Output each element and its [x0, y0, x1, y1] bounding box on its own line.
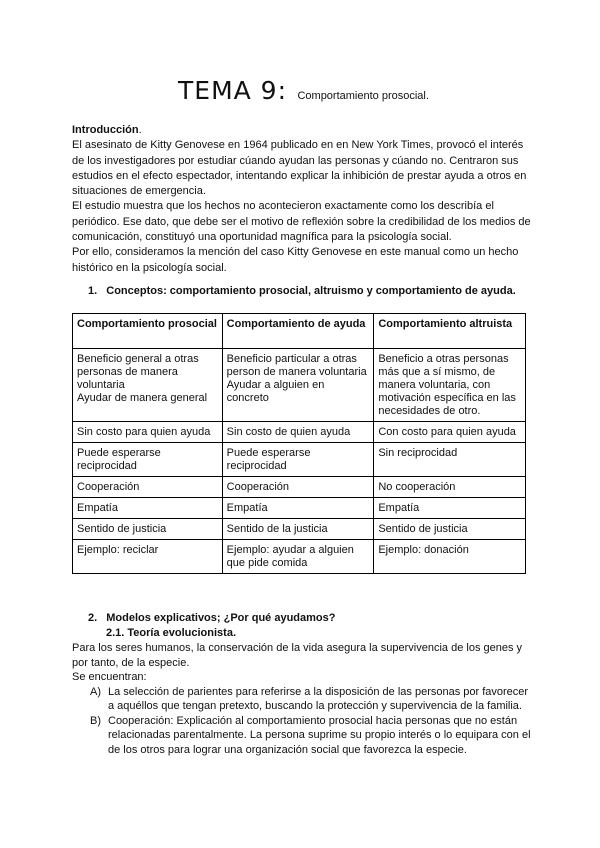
- table-cell: Con costo para quien ayuda: [374, 422, 526, 443]
- table-cell: Sentido de justicia: [374, 519, 526, 540]
- title-subtitle: Comportamiento prosocial.: [297, 90, 429, 102]
- table-cell: Empatía: [222, 498, 374, 519]
- table-cell: Sentido de la justicia: [222, 519, 374, 540]
- column-header: Comportamiento prosocial: [73, 314, 223, 349]
- table-cell: Sentido de justicia: [73, 519, 223, 540]
- section-2-body: [72, 641, 532, 757]
- table-header-row: [73, 314, 526, 349]
- section-1-heading: [88, 285, 516, 297]
- table-cell: Sin costo de quien ayuda: [222, 422, 374, 443]
- introduction-section: [72, 123, 532, 276]
- table-cell: Sin reciprocidad: [374, 443, 526, 477]
- intro-paragraph: El estudio muestra que los hechos no acontecieron exactamente como los describía el periódico. Ese dato, que debe ser el motivo de reflexión sobre la credibilidad de los medios de comunicación, constituyó una oportunidad magnífica para la psicología social.: [72, 200, 531, 244]
- table-row: [73, 443, 526, 477]
- section-title: Modelos explicativos; ¿Por qué ayudamos?: [106, 612, 336, 624]
- intro-paragraph: El asesinato de Kitty Genovese en 1964 publicado en en New York Times, provocó el interés de los investigadores por estudiar cúando ayudan las personas y cúando no. Centraron sus estudios en el efecto espectador, intentando explicar la inhibición de prestar ayuda a otros en situaciones de emergencia.: [72, 139, 527, 198]
- column-header: Comportamiento altruista: [374, 314, 526, 349]
- table-cell: Beneficio particular a otras person de manera voluntaria Ayudar a alguien en concreto: [222, 349, 374, 422]
- table-cell: Cooperación: [73, 477, 223, 498]
- section-2-heading: [88, 612, 335, 624]
- column-header: Comportamiento de ayuda: [222, 314, 374, 349]
- intro-heading-suffix: .: [138, 124, 142, 136]
- list-item-text: La selección de parientes para referirse a la disposición de las personas por favorecer a aquéllos que tengan pretexto, buscando la protección y supervivencia de la familia.: [108, 685, 529, 712]
- list-item-text: Cooperación: Explicación al comportamiento prosocial hacia personas que no están relacionadas parentalmente. La persona suprime su propio interés o lo equipara con el de los otros para lograr una organización social que favorezca la especie.: [108, 714, 531, 756]
- table-cell: Puede esperarse reciprocidad: [222, 443, 374, 477]
- explanation-list: [72, 685, 532, 758]
- body-paragraph: Para los seres humanos, la conservación de la vida asegura la supervivencia de los genes y por tanto, de la especie.: [72, 642, 523, 669]
- section-2-1-heading: 2.1. Teoría evolucionista.: [106, 627, 237, 639]
- table-cell: Empatía: [374, 498, 526, 519]
- intro-heading: Introducción: [72, 124, 139, 136]
- table-cell: Sin costo para quien ayuda: [73, 422, 223, 443]
- table-cell: Cooperación: [222, 477, 374, 498]
- table-cell: Ejemplo: reciclar: [73, 540, 223, 574]
- concepts-table: [72, 313, 526, 574]
- section-number: 2.: [88, 612, 98, 624]
- list-item: [72, 685, 532, 714]
- title-main: TEMA 9:: [178, 76, 288, 105]
- table-cell: Beneficio general a otras personas de manera voluntaria Ayudar de manera general: [73, 349, 223, 422]
- table-row: [73, 498, 526, 519]
- table-row: [73, 540, 526, 574]
- table-cell: Empatía: [73, 498, 223, 519]
- list-marker: B): [90, 714, 101, 727]
- table-row: [73, 422, 526, 443]
- list-marker: A): [90, 685, 101, 698]
- table-cell: Puede esperarse reciprocidad: [73, 443, 223, 477]
- table-row: [73, 349, 526, 422]
- list-item: [72, 714, 532, 758]
- body-intro-line: Se encuentran:: [72, 671, 147, 683]
- intro-paragraph: Por ello, consideramos la mención del caso Kitty Genovese en este manual como un hecho histórico en la psicología social.: [72, 246, 519, 274]
- section-title: Conceptos: comportamiento prosocial, altruismo y comportamiento de ayuda.: [106, 285, 516, 297]
- table-cell: Ejemplo: ayudar a alguien que pide comida: [222, 540, 374, 574]
- table-cell: Beneficio a otras personas más que a sí mismo, de manera voluntaria, con motivación específica en las necesidades de otro.: [374, 349, 526, 422]
- section-number: 1.: [88, 285, 98, 297]
- page-title: [178, 76, 429, 105]
- table-cell: No cooperación: [374, 477, 526, 498]
- table-cell: Ejemplo: donación: [374, 540, 526, 574]
- table-row: [73, 519, 526, 540]
- table-row: [73, 477, 526, 498]
